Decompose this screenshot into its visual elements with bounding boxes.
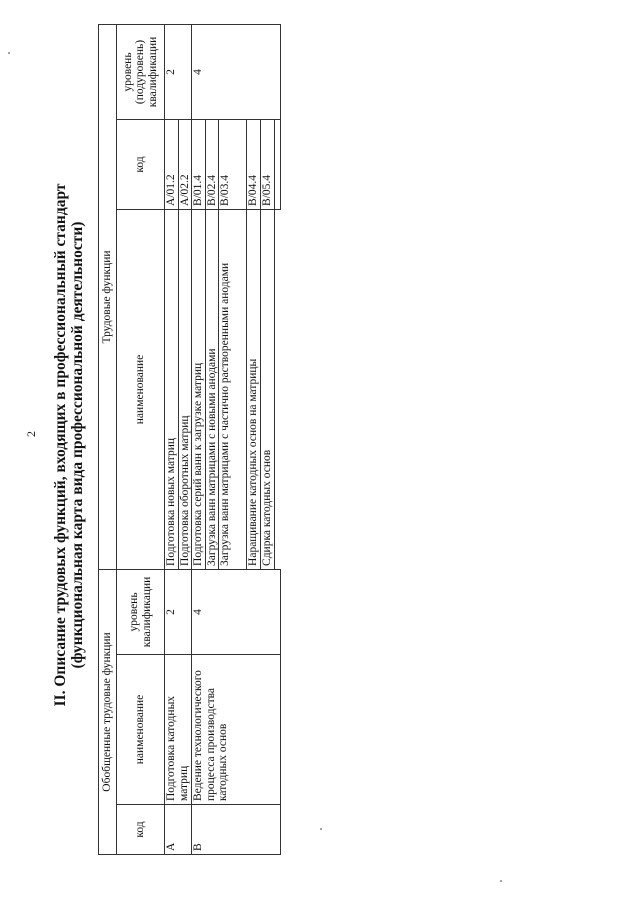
empty-cell (274, 209, 280, 569)
rotated-content (0, 5, 620, 885)
tf-b-03-name: Загрузка ванн матрицами с частично растворенными анодами (219, 209, 247, 569)
tf-a-sublevel: 2 (165, 24, 192, 119)
header-level: уровень квалификации (117, 569, 165, 654)
tf-b-03-code: B/03.4 (219, 119, 247, 209)
tf-b-01-code: B/01.4 (192, 119, 206, 209)
tf-a-02-code: A/02.2 (178, 119, 192, 209)
tf-b-01-name: Подготовка серий ванн к загрузке матриц (192, 209, 206, 569)
tf-a-01-name: Подготовка новых матриц (165, 209, 179, 569)
section-title (52, 25, 86, 865)
gtf-b-level: 4 (192, 569, 280, 654)
tf-b-sublevel: 4 (192, 24, 280, 119)
tf-b-04-code: B/04.4 (247, 119, 261, 209)
header-labor: Трудовые функции (99, 24, 117, 569)
header-function-code: код (117, 119, 165, 209)
table-row (165, 24, 179, 854)
tf-a-01-code: A/01.2 (165, 119, 179, 209)
header-code: код (117, 805, 165, 855)
gtf-a-level: 2 (165, 569, 192, 654)
empty-cell (274, 119, 280, 209)
header-generalized: Обобщенные трудовые функции (99, 569, 117, 854)
tf-b-05-name: Сдирка катодных основ (260, 209, 274, 569)
header-name: наименование (117, 655, 165, 805)
tf-b-04-name: Наращивание катодных основ на матрицы (247, 209, 261, 569)
gtf-b-name: Ведение технологического процесса производства катодных основ (192, 655, 280, 805)
tf-b-02-code: B/02.4 (205, 119, 219, 209)
tf-a-02-name: Подготовка оборотных матриц (178, 209, 192, 569)
header-function-name: наименование (117, 209, 165, 569)
gtf-b-code: B (192, 805, 280, 855)
title-line-2: (функциональная карта вида профессиональной деятельности) (69, 221, 86, 669)
gtf-a-code: A (165, 805, 192, 855)
header-sublevel: уровень (подуровень) квалификации (117, 24, 165, 119)
table-row (192, 24, 206, 854)
gtf-a-name: Подготовка катодных матриц (165, 655, 192, 805)
title-line-1: II. Описание трудовых функций, входящих в профессиональный стандарт (52, 183, 69, 707)
tf-b-02-name: Загрузка ванн матрицами с новыми анодами (205, 209, 219, 569)
page-number: 2 (24, 431, 38, 437)
functional-map-table (98, 24, 281, 855)
tf-b-05-code: B/05.4 (260, 119, 274, 209)
